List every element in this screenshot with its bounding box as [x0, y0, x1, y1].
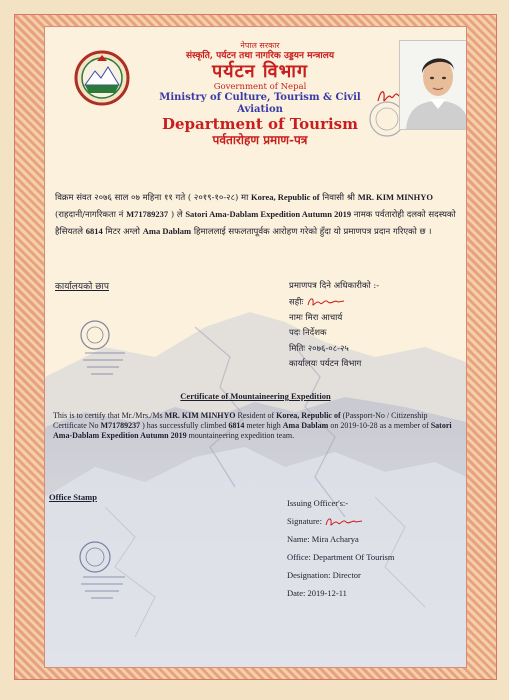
en-text-meter: meter high	[246, 421, 281, 430]
en-issuing-officer: Issuing Officer's:-	[287, 498, 349, 508]
en-text-passport: (Passport-No / Citizenship Certificate No	[53, 411, 428, 430]
np-text-meter: मिटर अग्लो	[105, 227, 141, 237]
np-officer-designation: पदः निर्देशक	[289, 328, 327, 338]
gov-nepali: नेपाल सरकार	[240, 41, 280, 50]
nepali-certificate-text	[55, 189, 459, 240]
np-height: 6814	[85, 226, 103, 236]
np-text-resident: निवासी श्री	[322, 193, 356, 203]
signature-icon	[306, 295, 346, 309]
signature-icon	[324, 515, 364, 529]
dept-nepali: पर्यटन विभाग	[211, 61, 309, 82]
en-climber-name: MR. KIM MINHYO	[164, 411, 236, 420]
en-passport-number: M71789237	[100, 421, 141, 430]
np-country: Korea, Republic of	[251, 192, 320, 202]
np-officer-heading: प्रमाणपत्र दिने अधिकारीको :-	[289, 281, 380, 291]
np-signature-label: सहीः	[289, 297, 304, 307]
en-text-certify: This is to certify that Mr./Mrs./Ms	[53, 411, 163, 420]
en-office: Office: Department Of Tourism	[287, 552, 395, 562]
certificate-title-nepali: पर्वतारोहण प्रमाण-पत्र	[212, 133, 308, 147]
en-height: 6814	[228, 421, 245, 430]
np-text-le: ) ले	[170, 210, 183, 220]
np-passport-number: M71789237	[126, 209, 169, 219]
en-officer-block	[287, 494, 394, 602]
en-text-team: mountaineering expedition team.	[188, 431, 295, 440]
np-expedition-name: Satori Ama-Dablam Expedition Autumn 2019	[185, 209, 352, 219]
np-office: कार्यालयः पर्यटन विभाग	[289, 359, 362, 369]
en-text-climbed: ) has successfully climbed	[142, 421, 227, 430]
en-issue-date: Date: 2019-12-11	[287, 588, 347, 598]
applicant-photo	[399, 40, 467, 130]
en-country: Korea, Republic of	[276, 411, 341, 420]
en-signature-label: Signature:	[287, 516, 322, 526]
en-officer-name: Name: Mira Acharya	[287, 534, 359, 544]
dept-english: Department of Tourism	[161, 115, 358, 133]
certificate-body	[44, 26, 467, 668]
np-peak-name: Ama Dablam	[142, 226, 192, 236]
np-text-date: विक्रम संवत २०७६ साल ०७ महिना ११ गते ( २०१९-१०-२८) मा	[55, 193, 249, 203]
ministry-nepali: संस्कृति, पर्यटन तथा नागरिक उड्डयन मन्त्रालय	[185, 51, 335, 61]
office-stamp-icon	[73, 313, 133, 385]
np-officer-block	[289, 279, 379, 373]
ministry-english: Ministry of Culture, Tourism & Civil Aviation	[159, 92, 361, 115]
en-office-stamp-label: Office Stamp	[49, 492, 97, 502]
np-officer-name: नामः मिरा आचार्य	[289, 312, 343, 323]
np-issue-date: मितिः २०७६-०८-२५	[289, 343, 349, 354]
np-signature-row	[289, 295, 379, 311]
en-text-date: on 2019-10-28 as a member of	[330, 421, 429, 430]
office-stamp-icon	[71, 535, 135, 605]
person-photo-icon	[400, 41, 467, 129]
english-certificate-title: Certificate of Mountaineering Expedition	[180, 391, 331, 401]
en-signature-row	[287, 512, 394, 530]
nepal-emblem-icon	[71, 47, 133, 107]
en-designation: Designation: Director	[287, 570, 361, 580]
en-peak-name: Ama Dablam	[282, 421, 329, 430]
en-text-resident: Resident of	[237, 411, 275, 420]
np-text-member: नामक पर्वतारोही दलको सदस्यको हैसियतले	[55, 210, 456, 237]
np-climber-name: MR. KIM MINHYO	[357, 192, 434, 202]
certificate-header	[135, 41, 385, 147]
english-certificate-text	[53, 411, 463, 441]
np-office-stamp-label: कार्यालयको छाप	[55, 282, 109, 292]
gov-english: Government of Nepal	[213, 82, 307, 92]
np-text-passport: (राहदानी/नागरिकता नं	[55, 210, 124, 220]
np-text-conclusion: हिमाललाई सफलतापूर्वक आरोहण गरेको हुँदा यो प्रमाणपत्र प्रदान गरिएको छ ।	[193, 227, 432, 237]
en-expedition-name: Satori Ama-Dablam Expedition Autumn 2019	[53, 421, 452, 440]
